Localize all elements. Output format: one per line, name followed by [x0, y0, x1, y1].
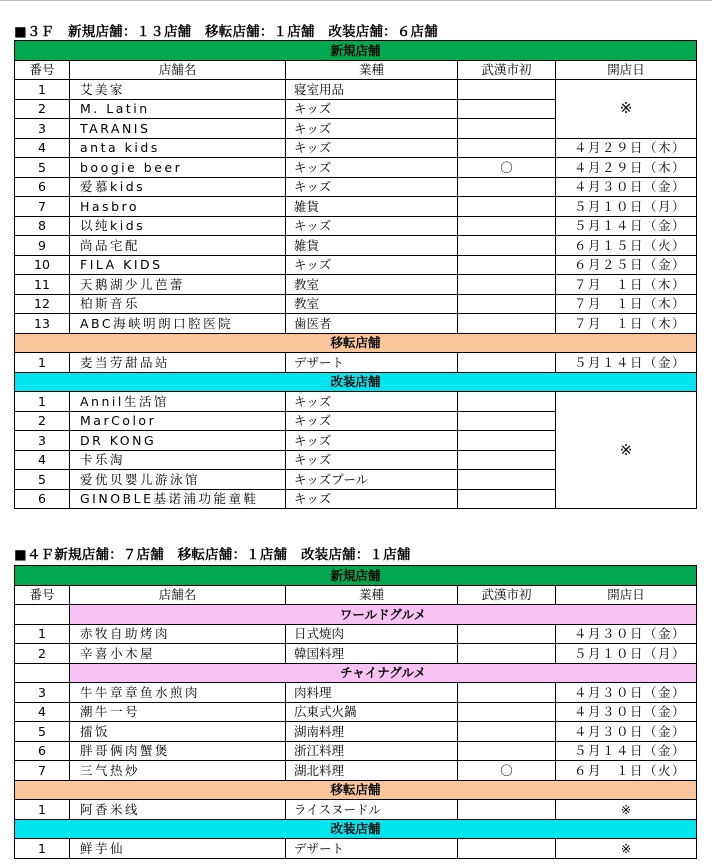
open-date: ５月１４日（金）: [556, 353, 697, 373]
store-industry: キッズ: [286, 99, 458, 119]
table-row: [15, 138, 697, 158]
header-wuhan-first: 武漢市初: [458, 585, 556, 605]
section-new-stores: [15, 566, 697, 586]
wuhan-first-mark: [458, 197, 556, 217]
header-store-name: 店舗名: [70, 585, 286, 605]
store-name: ABC海峡明朗口腔医院: [70, 314, 286, 334]
table-row: [15, 314, 697, 334]
header-number: 番号: [15, 585, 70, 605]
store-number: 5: [15, 470, 70, 490]
store-name: GINOBLE基诺浦功能童鞋: [70, 489, 286, 509]
table-row: [15, 741, 697, 761]
table-row: [15, 722, 697, 742]
store-name: 擂饭: [70, 722, 286, 742]
open-date: ４月３０日（金）: [556, 683, 697, 703]
wuhan-first-mark: [458, 216, 556, 236]
store-name: Hasbro: [70, 197, 286, 217]
top-border: [0, 0, 712, 1]
subsection-china-gourmet-spacer: [15, 663, 70, 683]
open-date: ７月 １日（木）: [556, 314, 697, 334]
store-industry: キッズ: [286, 255, 458, 275]
store-name: 天鹅湖少儿芭蕾: [70, 275, 286, 295]
wuhan-first-mark: [458, 294, 556, 314]
open-date: ７月 １日（木）: [556, 294, 697, 314]
store-name: 以纯kids: [70, 216, 286, 236]
store-number: 4: [15, 450, 70, 470]
table-row: [15, 216, 697, 236]
store-number: 5: [15, 158, 70, 178]
wuhan-first-mark: [458, 138, 556, 158]
store-name: 阿香米线: [70, 800, 286, 820]
store-number: 6: [15, 177, 70, 197]
store-industry: 広東式火鍋: [286, 702, 458, 722]
floor3-table: [14, 40, 697, 509]
open-date: ４月３０日（金）: [556, 702, 697, 722]
store-name: 艾美家: [70, 80, 286, 100]
store-industry: キッズ: [286, 450, 458, 470]
table-row: [15, 702, 697, 722]
store-industry: デザート: [286, 353, 458, 373]
store-number: 13: [15, 314, 70, 334]
store-name: 牛牛章章鱼水煎肉: [70, 683, 286, 703]
wuhan-first-mark: [458, 624, 556, 644]
store-industry: キッズプール: [286, 470, 458, 490]
wuhan-first-mark: [458, 431, 556, 451]
wuhan-first-mark: [458, 644, 556, 664]
header-number: 番号: [15, 60, 70, 80]
store-number: 4: [15, 702, 70, 722]
section-moved-stores: [15, 780, 697, 800]
store-industry: 教室: [286, 294, 458, 314]
table-row: [15, 800, 697, 820]
store-number: 1: [15, 839, 70, 859]
subsection-china-gourmet: [15, 663, 697, 683]
open-date: ４月３０日（金）: [556, 177, 697, 197]
store-number: 12: [15, 294, 70, 314]
section-renovated-stores-label: 改装店舗: [15, 819, 697, 839]
open-date: ４月３０日（金）: [556, 722, 697, 742]
section-renovated-stores: [15, 372, 697, 392]
store-number: 10: [15, 255, 70, 275]
store-name: anta kids: [70, 138, 286, 158]
wuhan-first-mark: [458, 450, 556, 470]
store-number: 11: [15, 275, 70, 295]
store-industry: キッズ: [286, 138, 458, 158]
store-industry: キッズ: [286, 431, 458, 451]
wuhan-first-mark: [458, 314, 556, 334]
store-industry: 湖南料理: [286, 722, 458, 742]
store-name: 辛喜小木屋: [70, 644, 286, 664]
store-number: 1: [15, 800, 70, 820]
open-date: ※: [556, 800, 697, 820]
open-date-note: ※: [556, 392, 697, 509]
store-industry: 雑貨: [286, 197, 458, 217]
store-industry: 教室: [286, 275, 458, 295]
store-industry: 肉料理: [286, 683, 458, 703]
column-header-row: [15, 60, 697, 80]
open-date: ４月２９日（木）: [556, 138, 697, 158]
header-industry: 業種: [286, 60, 458, 80]
table-row: [15, 839, 697, 859]
store-industry: 浙江料理: [286, 741, 458, 761]
store-industry: 雑貨: [286, 236, 458, 256]
header-open-date: 開店日: [556, 60, 697, 80]
wuhan-first-mark: [458, 800, 556, 820]
wuhan-first-mark: [458, 489, 556, 509]
store-industry: 日式焼肉: [286, 624, 458, 644]
table-row: [15, 80, 697, 100]
store-name: 潮牛一号: [70, 702, 286, 722]
subsection-world-gourmet-label: ワールドグルメ: [70, 605, 697, 625]
header-wuhan-first: 武漢市初: [458, 60, 556, 80]
section-moved-stores-label: 移転店舗: [15, 780, 697, 800]
store-name: 爱慕kids: [70, 177, 286, 197]
floor3-heading: ■３Ｆ 新規店舗：１３店舗 移転店舗：１店舗 改装店舗：６店舗: [14, 24, 438, 40]
store-number: 6: [15, 489, 70, 509]
store-name: 爱优贝婴儿游泳馆: [70, 470, 286, 490]
table-row: [15, 197, 697, 217]
store-name: Annil生活馆: [70, 392, 286, 412]
open-date: ５月１４日（金）: [556, 216, 697, 236]
store-industry: キッズ: [286, 216, 458, 236]
open-date: ５月１０日（月）: [556, 197, 697, 217]
store-number: 2: [15, 411, 70, 431]
floor4-table: [14, 565, 697, 859]
wuhan-first-mark: [458, 702, 556, 722]
store-industry: キッズ: [286, 177, 458, 197]
store-name: 柏斯音乐: [70, 294, 286, 314]
store-industry: ライスヌードル: [286, 800, 458, 820]
table-row: [15, 294, 697, 314]
wuhan-first-mark: [458, 470, 556, 490]
section-renovated-stores: [15, 819, 697, 839]
store-industry: 歯医者: [286, 314, 458, 334]
wuhan-first-mark: [458, 119, 556, 139]
store-number: 1: [15, 392, 70, 412]
store-name: 鲜芋仙: [70, 839, 286, 859]
section-renovated-stores-label: 改装店舗: [15, 372, 697, 392]
table-row: [15, 353, 697, 373]
store-number: 6: [15, 741, 70, 761]
store-name: 尚品宅配: [70, 236, 286, 256]
store-name: MarColor: [70, 411, 286, 431]
open-date: ６月 １日（火）: [556, 761, 697, 781]
wuhan-first-mark: [458, 177, 556, 197]
wuhan-first-mark: [458, 683, 556, 703]
wuhan-first-mark: [458, 236, 556, 256]
table-row: [15, 644, 697, 664]
subsection-world-gourmet-spacer: [15, 605, 70, 625]
store-name: 胖哥俩肉蟹煲: [70, 741, 286, 761]
store-industry: キッズ: [286, 489, 458, 509]
subsection-world-gourmet: [15, 605, 697, 625]
open-date: ４月２９日（木）: [556, 158, 697, 178]
store-number: 1: [15, 80, 70, 100]
section-moved-stores-label: 移転店舗: [15, 333, 697, 353]
wuhan-first-mark: [458, 99, 556, 119]
store-industry: キッズ: [286, 411, 458, 431]
store-name: M. Latin: [70, 99, 286, 119]
header-store-name: 店舗名: [70, 60, 286, 80]
store-name: FILA KIDS: [70, 255, 286, 275]
section-new-stores-label: 新規店舗: [15, 566, 697, 586]
store-name: TARANIS: [70, 119, 286, 139]
floor4-heading: ■４Ｆ新規店舗：７店舗 移転店舗：１店舗 改装店舗：１店舗: [14, 547, 411, 563]
table-row: [15, 236, 697, 256]
open-date: ６月２５日（金）: [556, 255, 697, 275]
wuhan-first-mark: [458, 722, 556, 742]
table-row: [15, 158, 697, 178]
table-row: [15, 255, 697, 275]
wuhan-first-mark: [458, 411, 556, 431]
store-name: boogie beer: [70, 158, 286, 178]
open-date: ５月１４日（金）: [556, 741, 697, 761]
store-name: DR KONG: [70, 431, 286, 451]
table-row: [15, 275, 697, 295]
wuhan-first-mark: [458, 741, 556, 761]
store-industry: 湖北料理: [286, 761, 458, 781]
open-date: ７月 １日（木）: [556, 275, 697, 295]
section-new-stores: [15, 41, 697, 61]
store-number: 1: [15, 624, 70, 644]
wuhan-first-mark: [458, 392, 556, 412]
store-number: 3: [15, 119, 70, 139]
wuhan-first-mark: [458, 80, 556, 100]
wuhan-first-mark: [458, 275, 556, 295]
header-industry: 業種: [286, 585, 458, 605]
wuhan-first-mark: [458, 255, 556, 275]
wuhan-first-mark: [458, 839, 556, 859]
table-row: [15, 761, 697, 781]
section-moved-stores: [15, 333, 697, 353]
store-name: 卡乐淘: [70, 450, 286, 470]
store-number: 5: [15, 722, 70, 742]
store-number: 7: [15, 761, 70, 781]
wuhan-first-mark: [458, 353, 556, 373]
store-number: 3: [15, 431, 70, 451]
store-industry: デザート: [286, 839, 458, 859]
table-row: [15, 624, 697, 644]
store-name: 三气热炒: [70, 761, 286, 781]
store-industry: キッズ: [286, 392, 458, 412]
subsection-china-gourmet-label: チャイナグルメ: [70, 663, 697, 683]
store-number: 4: [15, 138, 70, 158]
wuhan-first-mark: 〇: [458, 158, 556, 178]
header-open-date: 開店日: [556, 585, 697, 605]
store-number: 9: [15, 236, 70, 256]
store-number: 2: [15, 644, 70, 664]
table-row: [15, 392, 697, 412]
open-date: ６月１５日（火）: [556, 236, 697, 256]
open-date: ※: [556, 839, 697, 859]
store-number: 1: [15, 353, 70, 373]
open-date: ５月１０日（月）: [556, 644, 697, 664]
store-number: 7: [15, 197, 70, 217]
store-name: 麦当劳甜品站: [70, 353, 286, 373]
store-name: 赤牧自助烤肉: [70, 624, 286, 644]
table-row: [15, 683, 697, 703]
open-date: ４月３０日（金）: [556, 624, 697, 644]
store-number: 3: [15, 683, 70, 703]
store-number: 8: [15, 216, 70, 236]
store-industry: キッズ: [286, 158, 458, 178]
wuhan-first-mark: 〇: [458, 761, 556, 781]
section-new-stores-label: 新規店舗: [15, 41, 697, 61]
table-row: [15, 177, 697, 197]
store-industry: 寝室用品: [286, 80, 458, 100]
column-header-row: [15, 585, 697, 605]
store-industry: 韓国料理: [286, 644, 458, 664]
store-industry: キッズ: [286, 119, 458, 139]
open-date-note: ※: [556, 80, 697, 139]
store-number: 2: [15, 99, 70, 119]
